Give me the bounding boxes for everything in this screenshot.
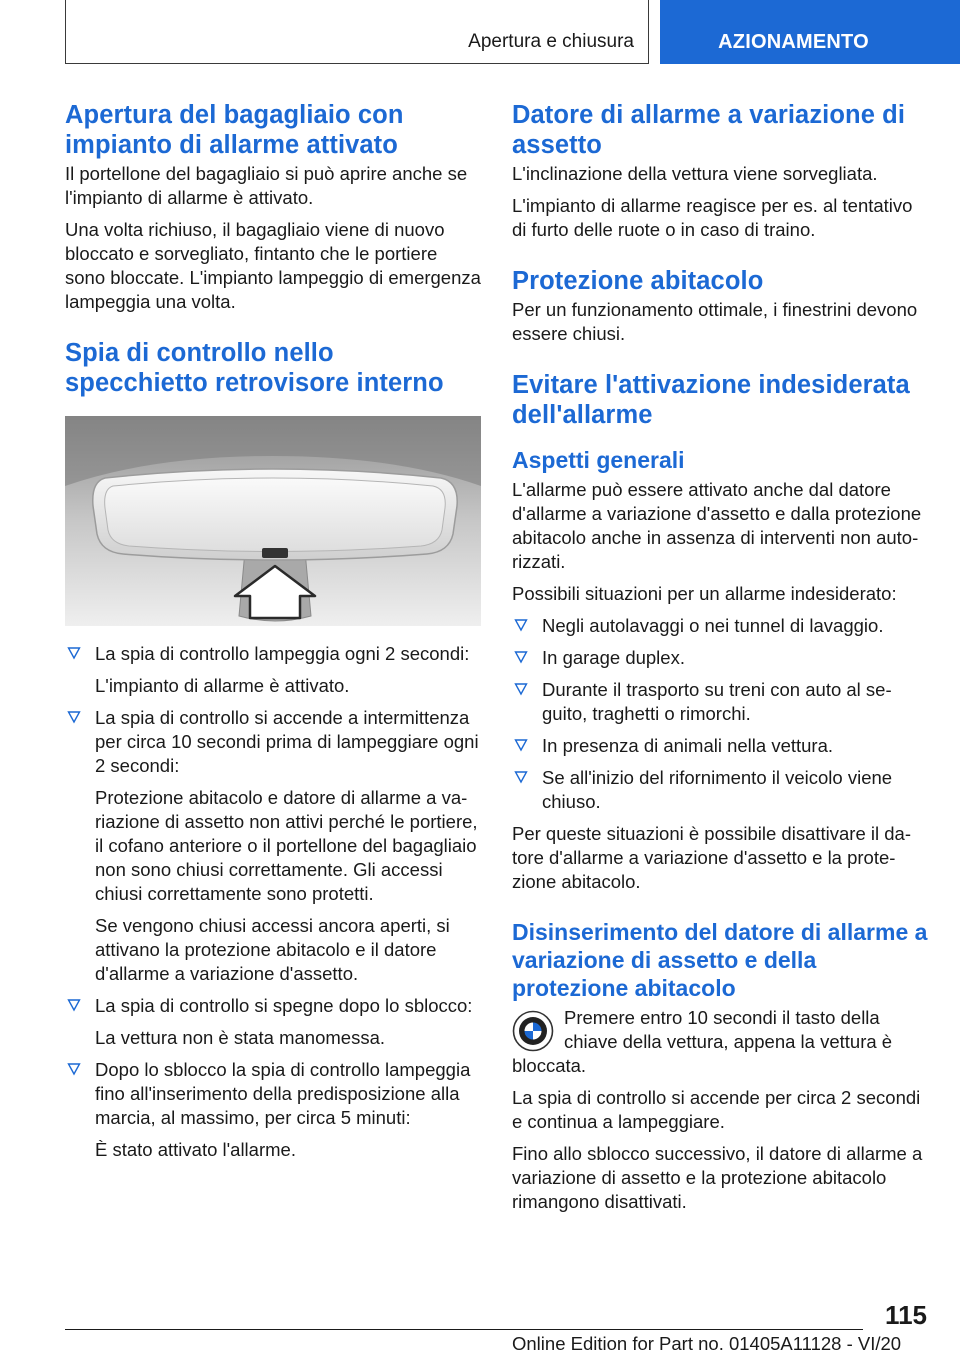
bullet-text: La spia di controllo si spegne dopo lo sblocco:	[95, 995, 473, 1016]
paragraph: L'allarme può essere attivato anche dal datore d'allarme a variazione d'assetto e dalla protezione abitacolo anche in assenza di interventi non autorizzati.	[512, 479, 922, 572]
heading-interior-protection: Protezione abitacolo	[512, 267, 764, 295]
bullet-text: In garage duplex.	[542, 647, 685, 668]
paragraph: L'impianto di allarme reagisce per es. al tentativo di furto delle ruote o in caso di traino.	[512, 195, 913, 240]
bmw-key-button-icon	[512, 1010, 554, 1052]
triangle-bullet-icon	[514, 682, 528, 696]
bullet-text: Durante il trasporto su treni con auto al seguito, traghetti o rimorchi.	[542, 679, 892, 724]
list-item	[65, 1058, 481, 1162]
heading-indicator-mirror: Spia di controllo nello specchietto retrovisore interno	[65, 339, 444, 397]
heading-disable-alarm: Disinserimento del datore di allarme a variazione di assetto e della protezione abitacolo	[512, 919, 928, 1001]
triangle-bullet-icon	[67, 1062, 81, 1076]
left-column	[65, 100, 481, 1170]
heading-general: Aspetti generali	[512, 447, 685, 473]
list-item	[512, 734, 930, 758]
bullet-text: In presenza di animali nella vettura.	[542, 735, 834, 756]
list-item	[65, 994, 481, 1050]
footer-edition: Online Edition for Part no. 01405A11128 - VI/20	[512, 1333, 902, 1354]
paragraph: Per queste situazioni è possibile disattivare il datore d'allarme a variazione d'assetto e la protezione abitacolo.	[512, 823, 911, 892]
heading-tilt-alarm: Datore di allarme a variazione di assetto	[512, 101, 906, 159]
header-rule-bottom	[65, 63, 649, 64]
indicator-status-list	[65, 642, 481, 1162]
list-item	[512, 678, 930, 726]
paragraph: Fino allo sblocco successivo, il datore di allarme a variazione di assetto e la protezione abitacolo rimangono disattivati.	[512, 1143, 923, 1212]
paragraph: Una volta richiuso, il bagagliaio viene di nuovo bloccato e sorvegliato, fintanto che le portiere sono bloccate. L'impianto lampeggio di emergenza lampeggia una volta.	[65, 219, 481, 312]
triangle-bullet-icon	[514, 618, 528, 632]
false-alarm-situations-list	[512, 614, 930, 814]
paragraph: Per un funzionamento ottimale, i finestrini devono essere chiusi.	[512, 299, 918, 344]
triangle-bullet-icon	[514, 770, 528, 784]
list-item	[512, 646, 930, 670]
triangle-bullet-icon	[67, 998, 81, 1012]
bullet-subtext: Se vengono chiusi accessi ancora aperti, si attivano la protezione abitacolo e il datore d'allarme a variazione d'assetto.	[95, 915, 450, 984]
heading-avoid-false-alarm: Evitare l'attivazione indesiderata dell'allarme	[512, 371, 910, 429]
mirror-illustration	[65, 416, 481, 626]
right-column	[512, 100, 930, 1222]
triangle-bullet-icon	[67, 710, 81, 724]
bullet-subtext: Protezione abitacolo e datore di allarme a variazione di assetto non attivi perché le portiere, il cofano anteriore o il portellone del bagagliaio non sono chiusi correttamente. Gli accessi chiusi correttamente sono protetti.	[95, 787, 478, 904]
header-chapter-label: AZIONAMENTO	[718, 31, 869, 53]
bullet-subtext: L'impianto di allarme è attivato.	[95, 675, 350, 696]
paragraph: Il portellone del bagagliaio si può aprire anche se l'impianto di allarme è attivato.	[65, 163, 468, 208]
list-item	[65, 706, 481, 986]
footer-rule	[65, 1329, 863, 1330]
key-instruction	[512, 1006, 930, 1078]
paragraph: Premere entro 10 secondi il tasto della chiave della vettura, appena la vettura è bloccata.	[512, 1007, 893, 1076]
triangle-bullet-icon	[514, 738, 528, 752]
header-rule-left	[65, 0, 66, 64]
bullet-subtext: La vettura non è stata manomessa.	[95, 1027, 386, 1048]
triangle-bullet-icon	[514, 650, 528, 664]
page-number: 115	[885, 1300, 927, 1330]
bullet-subtext: È stato attivato l'allarme.	[95, 1139, 296, 1160]
header-chapter-tab[interactable]	[660, 0, 960, 64]
header-section-title: Apertura e chiusura	[468, 31, 634, 52]
heading-trunk-alarm: Apertura del bagagliaio con impianto di allarme attivato	[65, 101, 404, 159]
bullet-text: La spia di controllo lampeggia ogni 2 secondi:	[95, 643, 470, 664]
bullet-text: Se all'inizio del rifornimento il veicolo viene chiuso.	[542, 767, 893, 812]
rearview-mirror-image	[65, 416, 481, 626]
list-item	[512, 614, 930, 638]
paragraph: La spia di controllo si accende per circa 2 secondi e continua a lampeggiare.	[512, 1087, 921, 1132]
triangle-bullet-icon	[67, 646, 81, 660]
paragraph: Possibili situazioni per un allarme indesiderato:	[512, 583, 897, 604]
list-item	[65, 642, 481, 698]
bullet-text: Dopo lo sblocco la spia di controllo lampeggia fino all'inserimento della predisposizione alla marcia, al massimo, per circa 5 minuti:	[95, 1059, 471, 1128]
list-item	[512, 766, 930, 814]
bullet-text: Negli autolavaggi o nei tunnel di lavaggio.	[542, 615, 884, 636]
header-rule-right	[648, 0, 649, 64]
bullet-text: La spia di controllo si accende a intermittenza per circa 10 secondi prima di lampeggiare ogni 2 secondi:	[95, 707, 479, 776]
paragraph: L'inclinazione della vettura viene sorvegliata.	[512, 163, 878, 184]
